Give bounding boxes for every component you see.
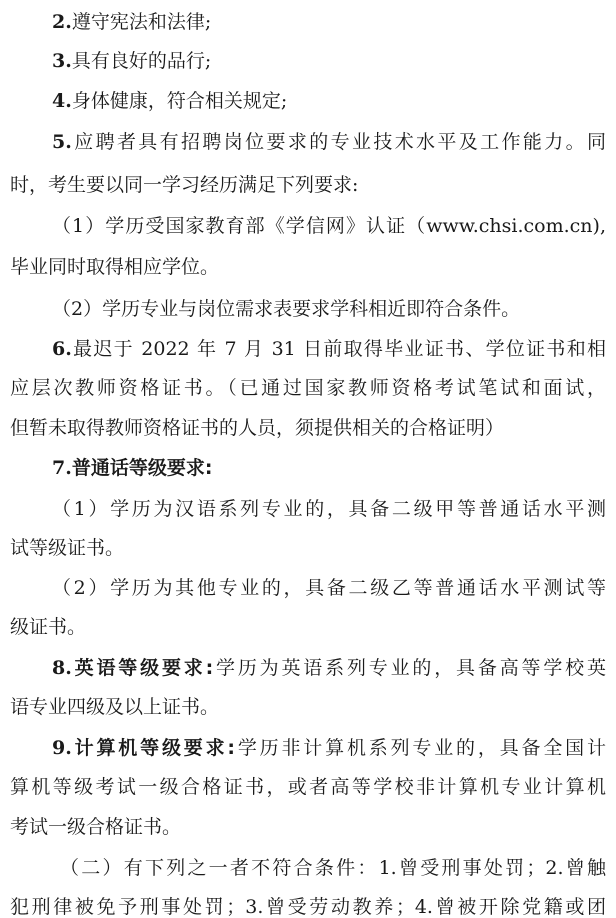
item-7-sub-1 — [52, 494, 606, 524]
item-number: 3. — [52, 50, 72, 72]
item-6-continued-2 — [10, 413, 606, 443]
item-5-sub-1-continued — [10, 252, 606, 282]
item-7 — [52, 453, 606, 483]
item-text: 学历为英语系列专业的，具备高等学校英 — [213, 657, 606, 679]
item-text: （二）有下列之一者不符合条件：1.曾受刑事处罚；2.曾触 — [60, 857, 606, 879]
item-heading: 计算机等级要求: — [71, 737, 236, 759]
item-8-continued — [10, 692, 606, 722]
item-number: 8. — [52, 657, 72, 679]
item-text: 身体健康，符合相关规定; — [71, 90, 288, 112]
item-heading: 普通话等级要求: — [71, 457, 213, 479]
section-2-continued — [10, 892, 606, 918]
item-6 — [52, 334, 606, 364]
item-text: 时，考生要以同一学习经历满足下列要求: — [10, 174, 359, 196]
item-text: （2）学历为其他专业的，具备二级乙等普通话水平测试等 — [52, 577, 606, 599]
item-number: 9. — [52, 737, 72, 759]
item-text: （1）学历为汉语系列专业的，具备二级甲等普通话水平测 — [52, 498, 606, 520]
item-5 — [52, 127, 606, 157]
item-text: （2）学历专业与岗位需求表要求学科相近即符合条件。 — [52, 298, 521, 320]
item-7-sub-1-continued — [10, 533, 606, 563]
item-6-continued — [10, 373, 606, 403]
item-number: 6. — [52, 338, 72, 360]
item-text: 算机等级考试一级合格证书，或者高等学校非计算机专业计算机 — [10, 776, 606, 798]
item-9-continued-2 — [10, 812, 606, 842]
item-7-sub-2-continued — [10, 612, 606, 642]
item-text: 犯刑律被免予刑事处罚；3.曾受劳动教养；4.曾被开除党籍或团 — [10, 896, 606, 918]
item-5-continued — [10, 170, 606, 200]
item-text: 遵守宪法和法律; — [71, 11, 212, 33]
item-number: 7. — [52, 457, 72, 479]
item-text: 学历非计算机系列专业的，具备全国计 — [235, 737, 606, 759]
item-text: 毕业同时取得相应学位。 — [10, 256, 220, 278]
item-text: 级证书。 — [10, 616, 87, 638]
item-9-continued — [10, 772, 606, 802]
item-number: 2. — [52, 11, 72, 33]
item-3 — [52, 46, 606, 76]
item-8 — [52, 653, 606, 683]
item-2 — [52, 7, 606, 37]
item-text: 语专业四级及以上证书。 — [10, 696, 220, 718]
item-heading: 英语等级要求: — [71, 657, 214, 679]
item-text: 试等级证书。 — [10, 537, 125, 559]
item-text: 但暂未取得教师资格证书的人员，须提供相关的合格证明） — [10, 417, 505, 439]
item-text: 具有良好的品行; — [71, 50, 212, 72]
item-7-sub-2 — [52, 573, 606, 603]
item-text: （1）学历受国家教育部《学信网》认证（www.chsi.com.cn), — [52, 215, 606, 237]
item-number: 5. — [52, 131, 72, 153]
item-4 — [52, 86, 606, 116]
item-text: 最迟于 2022 年 7 月 31 日前取得毕业证书、学位证书和相 — [71, 338, 606, 360]
item-text: 应聘者具有招聘岗位要求的专业技术水平及工作能力。同 — [71, 131, 606, 153]
item-5-sub-2 — [52, 294, 606, 324]
section-2 — [60, 853, 606, 883]
item-9 — [52, 733, 606, 763]
item-text: 应层次教师资格证书。（已通过国家教师资格考试笔试和面试， — [10, 377, 606, 399]
item-number: 4. — [52, 90, 72, 112]
item-text: 考试一级合格证书。 — [10, 816, 182, 838]
item-5-sub-1 — [52, 211, 606, 241]
